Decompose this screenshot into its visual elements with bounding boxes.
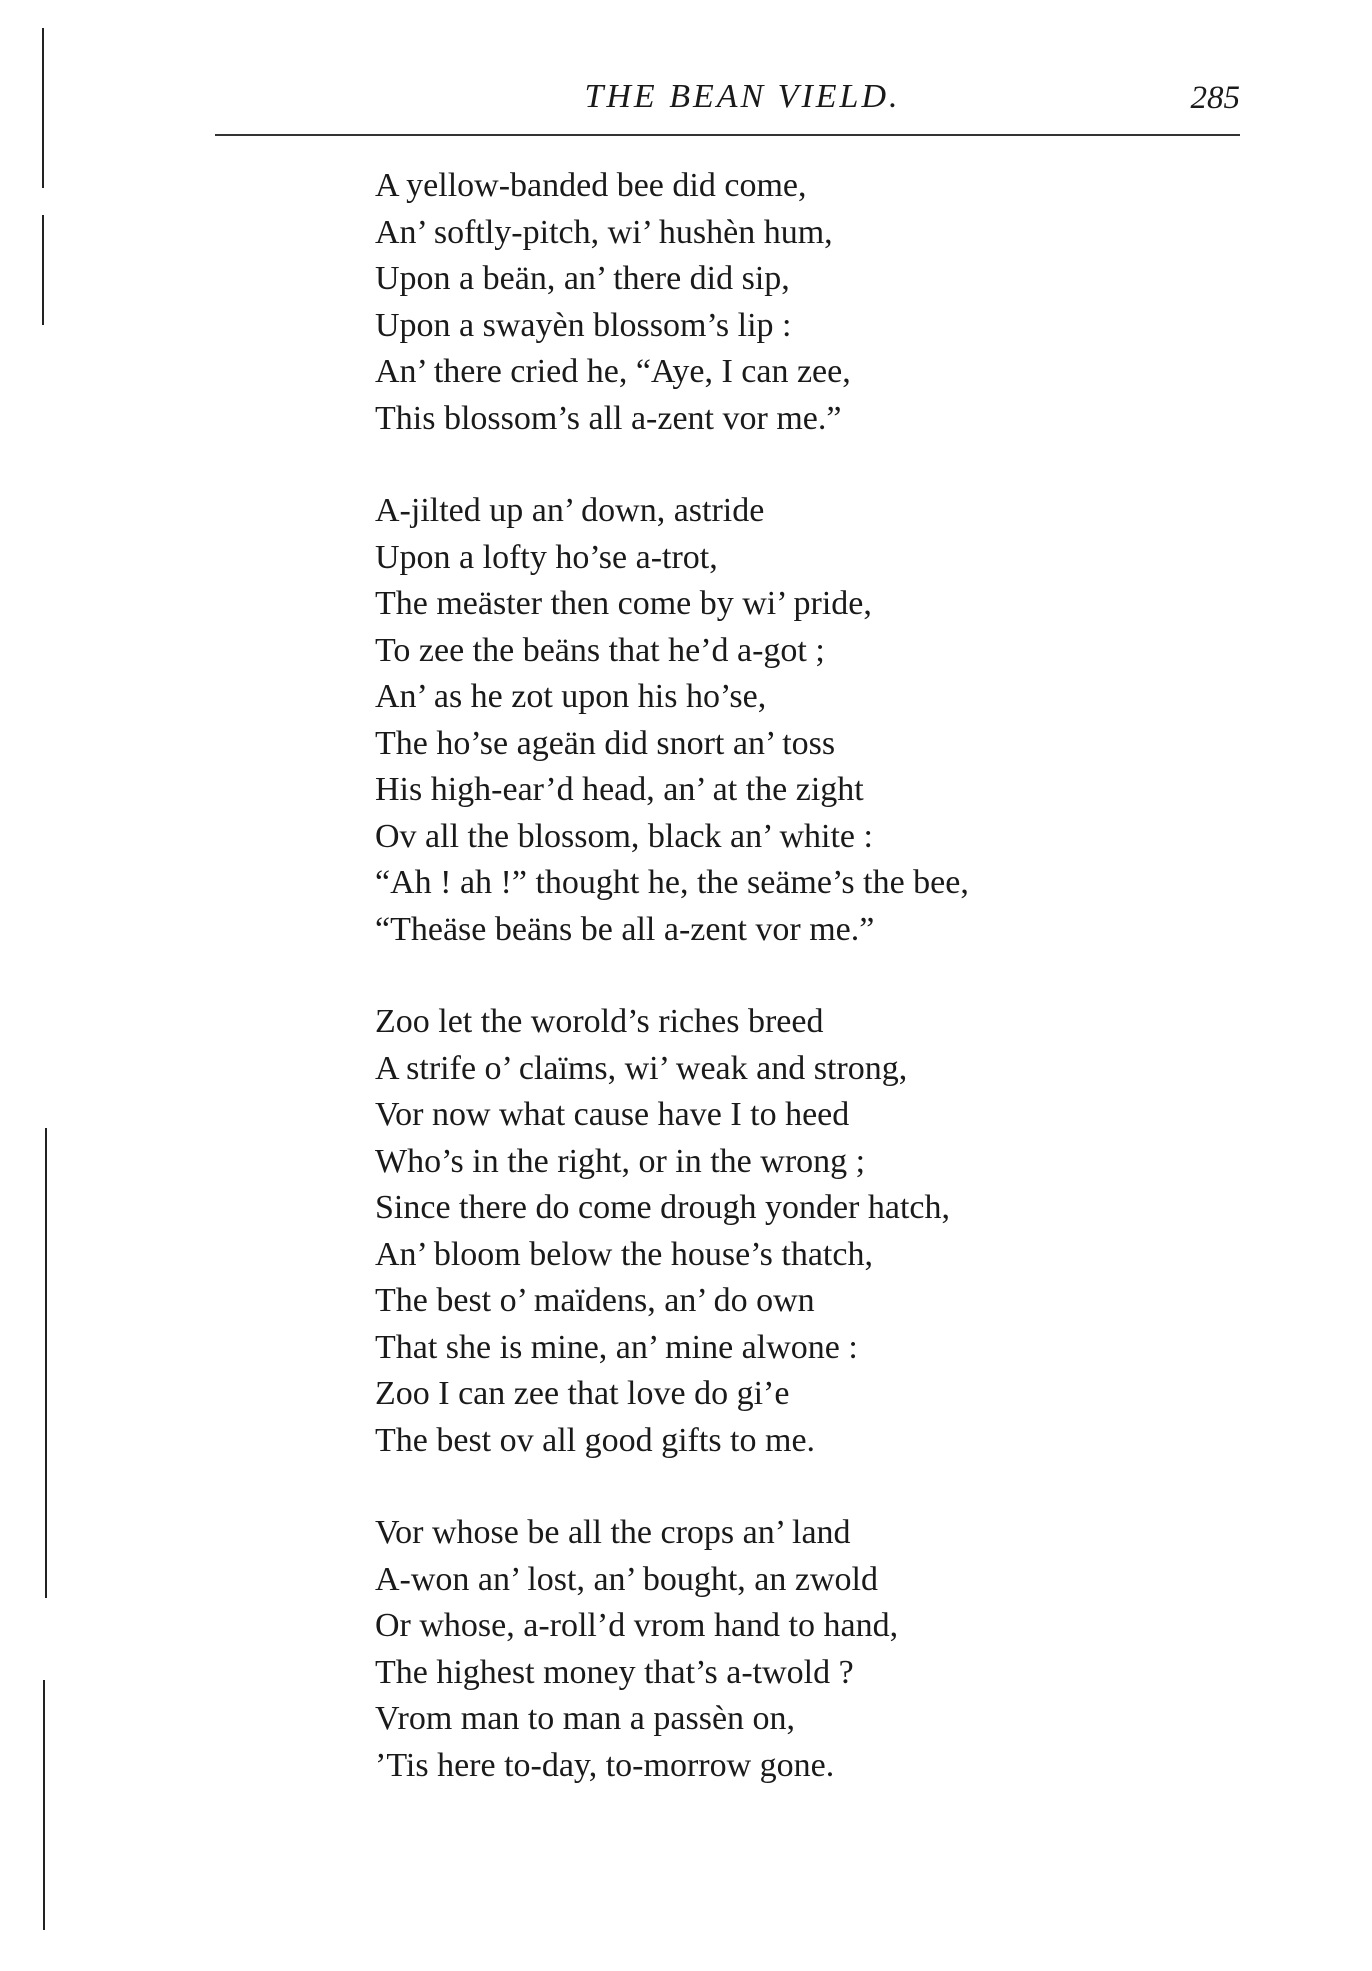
poem-line: A yellow-banded bee did come, <box>375 167 807 204</box>
poem-line: This blossom’s all a-zent vor me.” <box>375 399 842 437</box>
running-title: THE BEAN VIELD. <box>584 78 901 115</box>
poem-line: Since there do come drough yonder hatch, <box>375 1189 950 1226</box>
poem-line: Who’s in the right, or in the wrong ; <box>375 1142 866 1180</box>
poem-line: Upon a lofty ho’se a-trot, <box>375 538 718 576</box>
binding-edge-mark-bottom <box>43 1680 45 1930</box>
stanza <box>375 999 1245 1464</box>
binding-edge-mark-top <box>42 28 44 188</box>
poem-line: Upon a beän, an’ there did sip, <box>375 260 790 297</box>
poem-body <box>375 163 1245 1789</box>
poem-line: An’ there cried he, “Aye, I can zee, <box>375 353 851 390</box>
binding-edge-mark-top-lower <box>42 215 44 325</box>
poem-line: Zoo let the worold’s riches breed <box>375 1003 824 1040</box>
page-header <box>215 72 1240 132</box>
poem-line: The best ov all good gifts to me. <box>375 1421 816 1459</box>
poem-line: An’ bloom below the house’s thatch, <box>375 1235 873 1273</box>
poem-line: His high-ear’d head, an’ at the zight <box>375 771 864 808</box>
poem-line: “Ah ! ah !” thought he, the seäme’s the bee, <box>375 864 969 901</box>
poem-line: Vor now what cause have I to heed <box>375 1096 850 1133</box>
poem-line: Vor whose be all the crops an’ land <box>375 1514 851 1551</box>
poem-line: Upon a swayèn blossom’s lip : <box>375 306 792 344</box>
poem-line: To zee the beäns that he’d a-got ; <box>375 631 825 669</box>
poem-line: A-won an’ lost, an’ bought, an zwold <box>375 1560 878 1598</box>
poem-line: A strife o’ claïms, wi’ weak and strong, <box>375 1049 908 1087</box>
poem-line: An’ as he zot upon his ho’se, <box>375 678 767 715</box>
poem-line: The ho’se ageän did snort an’ toss <box>375 724 836 762</box>
poem-line: Ov all the blossom, black an’ white : <box>375 817 873 855</box>
poem-line: The highest money that’s a-twold ? <box>375 1653 854 1691</box>
poem-line: “Theäse beäns be all a-zent vor me.” <box>375 910 875 948</box>
poem-line: An’ softly-pitch, wi’ hushèn hum, <box>375 213 833 251</box>
poem-line: A-jilted up an’ down, astride <box>375 492 765 529</box>
stanza <box>375 163 1245 442</box>
poem-line: Or whose, a-roll’d vrom hand to hand, <box>375 1607 899 1644</box>
poem-line: Zoo I can zee that love do gi’e <box>375 1375 790 1412</box>
stanza <box>375 488 1245 953</box>
header-rule <box>215 134 1240 136</box>
stanza <box>375 1510 1245 1789</box>
poem-line: The best o’ maïdens, an’ do own <box>375 1282 815 1319</box>
poem-line: That she is mine, an’ mine alwone : <box>375 1328 858 1366</box>
poem-line: Vrom man to man a passèn on, <box>375 1700 796 1737</box>
binding-edge-mark-middle <box>45 1128 47 1598</box>
poem-line: The meäster then come by wi’ pride, <box>375 585 872 622</box>
poem-line: ’Tis here to-day, to-morrow gone. <box>375 1746 835 1784</box>
page-number: 285 <box>1190 80 1240 116</box>
